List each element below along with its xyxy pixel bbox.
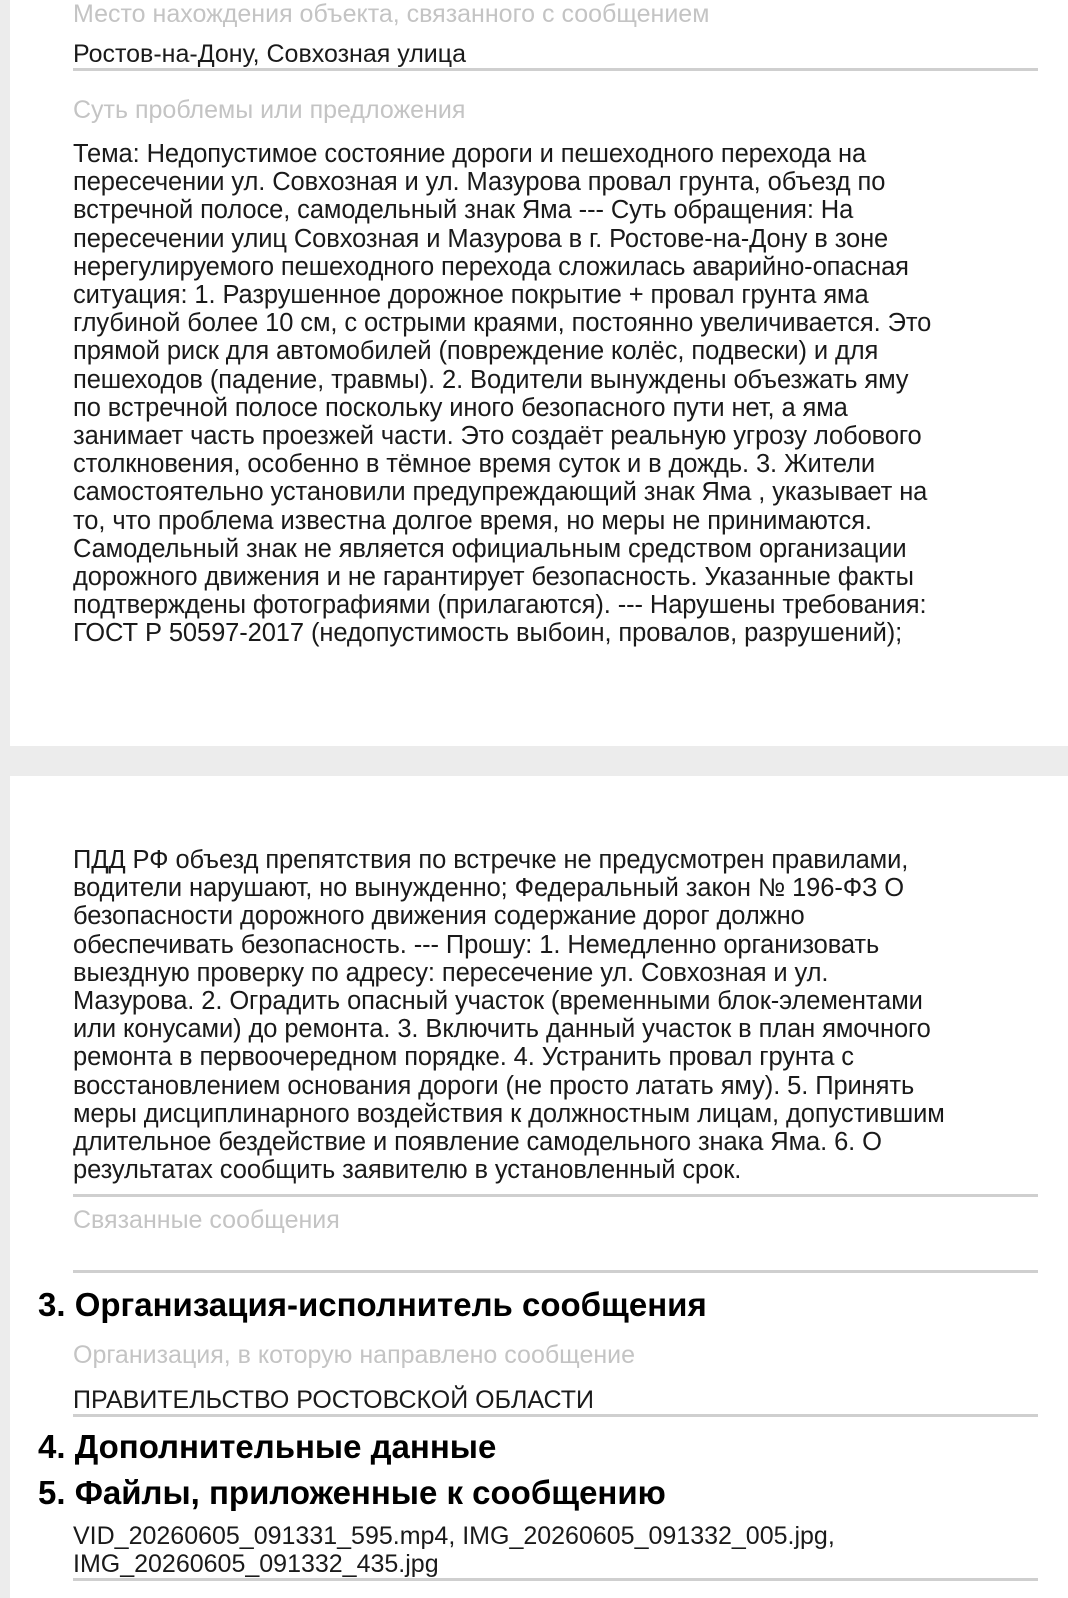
related-messages-label: Связанные сообщения: [73, 1206, 340, 1234]
problem-text-line: встречной полосе, самодельный знак Яма --- Суть обращения: На: [73, 196, 854, 225]
problem-text-line: по встречной полосе поскольку иного безопасного пути нет, а яма: [73, 393, 848, 422]
location-value: Ростов-на-Дону, Совхозная улица: [73, 40, 466, 68]
problem-text-line: прямой риск для автомобилей (повреждение колёс, подвески) и для: [73, 337, 879, 366]
problem-text-line: Самодельный знак не является официальным средством организации: [73, 534, 907, 563]
org-label: Организация, в которую направлено сообщение: [73, 1341, 636, 1369]
problem-text-line: ситуация: 1. Разрушенное дорожное покрытие + провал грунта яма: [73, 281, 869, 310]
problem-text-line: дорожного движения и не гарантирует безопасность. Указанные факты: [73, 563, 914, 592]
related-divider: [73, 1270, 1038, 1273]
message-card-bottom: [10, 776, 1068, 1598]
problem-text-line: столкновения, особенно в тёмное время суток и в дождь. 3. Жители: [73, 450, 876, 479]
org-divider: [73, 1414, 1038, 1417]
problem-text-line: или конусами) до ремонта. 3. Включить данный участок в план ямочного: [73, 1015, 931, 1044]
problem-text-line: пересечении ул. Совхозная и ул. Мазурова провал грунта, объезд по: [73, 168, 886, 197]
problem-text-part1: [73, 140, 1058, 648]
problem-text-line: Мазурова. 2. Оградить опасный участок (временными блок-элементами: [73, 987, 923, 1016]
files-line-2[interactable]: IMG_20260605_091332_435.jpg: [73, 1550, 439, 1578]
problem-text-line: ПДД РФ объезд препятствия по встречке не предусмотрен правилами,: [73, 846, 909, 874]
problem-text-line: обеспечивать безопасность. --- Прошу: 1. Немедленно организовать: [73, 930, 880, 959]
problem-text-part2: [73, 846, 1058, 1184]
problem-text-line: самостоятельно установили предупреждающий знак Яма , указывает на: [73, 478, 928, 507]
section-3-title: 3. Организация-исполнитель сообщения: [38, 1286, 707, 1323]
problem-text-line: водители нарушают, но вынужденно; Федеральный закон № 196-ФЗ О: [73, 874, 905, 903]
problem-text-line: результатах сообщить заявителю в установленный срок.: [73, 1156, 742, 1185]
section-4-title: 4. Дополнительные данные: [38, 1428, 497, 1465]
location-label: Место нахождения объекта, связанного с сообщением: [73, 0, 710, 28]
problem-text-line: нерегулируемого пешеходного перехода сложилась аварийно-опасная: [73, 252, 909, 281]
problem-text-line: выездную проверку по адресу: пересечение ул. Совхозная и ул.: [73, 958, 829, 987]
message-card-top: [10, 0, 1068, 746]
problem-text-line: ГОСТ Р 50597-2017 (недопустимость выбоин, провалов, разрушений);: [73, 619, 903, 648]
problem-text-line: занимает часть проезжей части. Это создаёт реальную угрозу лобового: [73, 422, 922, 451]
problem-text-line: пешеходов (падение, травмы). 2. Водители вынуждены объезжать яму: [73, 365, 909, 394]
files-divider: [73, 1578, 1038, 1581]
org-value: ПРАВИТЕЛЬСТВО РОСТОВСКОЙ ОБЛАСТИ: [73, 1386, 595, 1414]
section-5-title: 5. Файлы, приложенные к сообщению: [38, 1474, 666, 1511]
problem-text-line: пересечении улиц Совхозная и Мазурова в г. Ростове-на-Дону в зоне: [73, 224, 889, 253]
problem-text-line: безопасности дорожного движения содержание дорог должно: [73, 902, 805, 931]
problem-text-line: подтверждены фотографиями (прилагаются). --- Нарушены требования:: [73, 591, 927, 620]
problem-text-line: Тема: Недопустимое состояние дороги и пешеходного перехода на: [73, 140, 867, 168]
problem-label: Суть проблемы или предложения: [73, 96, 466, 124]
problem-text-line: длительное бездействие и появление самодельного знака Яма. 6. О: [73, 1128, 882, 1157]
location-divider: [73, 68, 1038, 71]
files-line-1[interactable]: VID_20260605_091331_595.mp4, IMG_20260605_091332_005.jpg,: [73, 1522, 835, 1550]
problem-text-line: ремонта в первоочередном порядке. 4. Устранить провал грунта с: [73, 1043, 854, 1072]
problem-divider: [73, 1194, 1038, 1197]
problem-text-line: глубиной более 10 см, с острыми краями, постоянно увеличивается. Это: [73, 309, 932, 338]
problem-text-line: восстановлением основания дороги (не просто латать яму). 5. Принять: [73, 1071, 915, 1100]
problem-text-line: то, что проблема известна долгое время, но меры не принимаются.: [73, 506, 872, 535]
problem-text-line: меры дисциплинарного воздействия к должностным лицам, допустившим: [73, 1099, 945, 1128]
